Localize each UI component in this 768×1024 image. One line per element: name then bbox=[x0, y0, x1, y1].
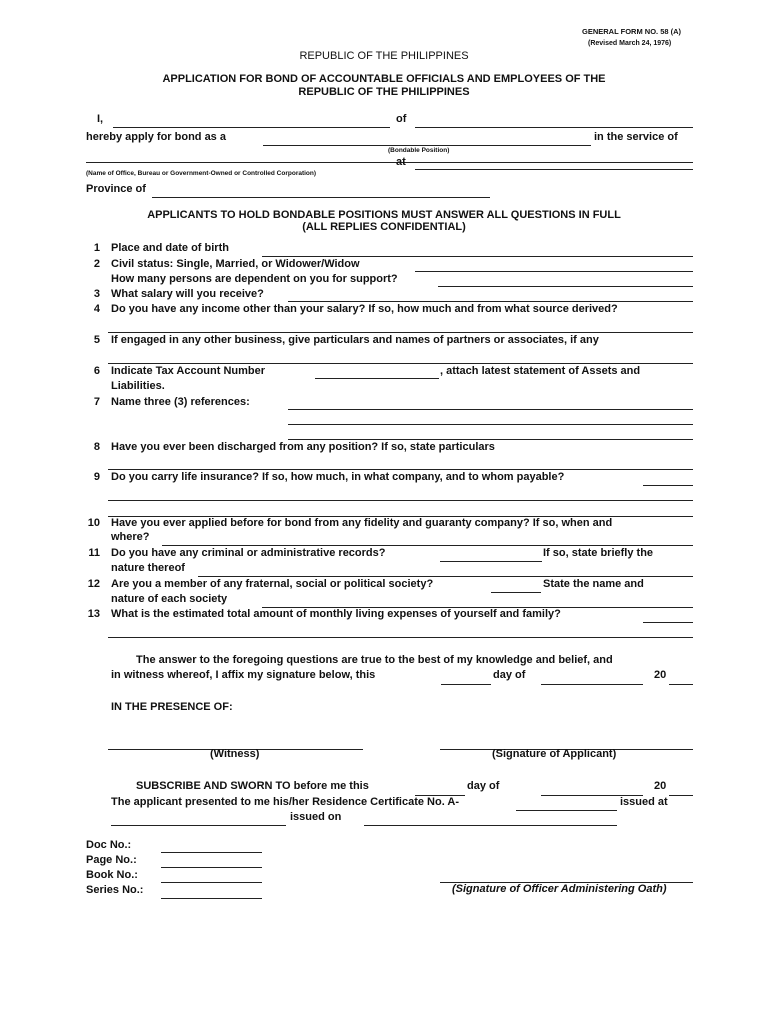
form-number: GENERAL FORM NO. 58 (A) bbox=[582, 27, 682, 36]
answer-line[interactable] bbox=[643, 622, 693, 623]
question-number: 2 bbox=[93, 258, 100, 270]
declaration-line-2: in witness whereof, I affix my signature below, this bbox=[111, 669, 376, 681]
question-text: What is the estimated total amount of monthly living expenses of yourself and family? bbox=[111, 608, 561, 620]
question-number: 5 bbox=[93, 334, 100, 346]
applicant-address-field[interactable] bbox=[415, 127, 693, 128]
book-no-field[interactable] bbox=[161, 882, 262, 883]
question-number: 11 bbox=[88, 547, 100, 559]
answer-line[interactable] bbox=[438, 286, 693, 287]
residence-certificate-number-field[interactable] bbox=[516, 810, 617, 811]
page-no-field[interactable] bbox=[161, 867, 262, 868]
answer-line[interactable] bbox=[108, 637, 693, 638]
question-text-continued: , attach latest statement of Assets and bbox=[440, 365, 641, 377]
witness-caption: (Witness) bbox=[210, 748, 260, 760]
declaration-year-field[interactable] bbox=[669, 684, 693, 685]
question-text: Do you have any criminal or administrative records? bbox=[111, 547, 386, 559]
label-day-of: day of bbox=[493, 669, 526, 681]
oath-year-field[interactable] bbox=[669, 795, 693, 796]
answer-line[interactable] bbox=[108, 469, 693, 470]
question-text: Are you a member of any fraternal, social or political society? bbox=[111, 578, 434, 590]
question-text: Do you carry life insurance? If so, how much, in what company, and to whom payable? bbox=[111, 471, 565, 483]
issued-at-place-field[interactable] bbox=[111, 825, 286, 826]
answer-line[interactable] bbox=[162, 545, 693, 546]
question-subtext: How many persons are dependent on you for support? bbox=[111, 273, 398, 285]
question-text: If engaged in any other business, give particulars and names of partners or associates, if any bbox=[111, 334, 599, 346]
label-issued-at: issued at bbox=[620, 796, 668, 808]
label-in-presence-of: IN THE PRESENCE OF: bbox=[111, 701, 233, 713]
declaration-line-1: The answer to the foregoing questions are true to the best of my knowledge and belief, and bbox=[136, 654, 613, 666]
reference-line-2[interactable] bbox=[288, 424, 693, 425]
question-text: Indicate Tax Account Number bbox=[111, 365, 266, 377]
label-series-no: Series No.: bbox=[86, 884, 144, 896]
doc-no-field[interactable] bbox=[161, 852, 262, 853]
office-name-caption: (Name of Office, Bureau or Government-Owned or Controlled Corporation) bbox=[86, 170, 317, 177]
question-number: 7 bbox=[93, 396, 100, 408]
residence-certificate-text: The applicant presented to me his/her Residence Certificate No. A- bbox=[111, 796, 460, 808]
answer-line[interactable] bbox=[643, 485, 693, 486]
answer-line[interactable] bbox=[288, 301, 693, 302]
answer-line[interactable] bbox=[198, 576, 693, 577]
form-title-line-2: REPUBLIC OF THE PHILIPPINES bbox=[298, 86, 470, 98]
question-number: 9 bbox=[93, 471, 100, 483]
oath-subscribe-text: SUBSCRIBE AND SWORN TO before me this bbox=[136, 780, 369, 792]
applicant-name-field[interactable] bbox=[113, 127, 390, 128]
question-subtext: nature of each society bbox=[111, 593, 228, 605]
label-page-no: Page No.: bbox=[86, 854, 137, 866]
label-at: at bbox=[396, 156, 406, 168]
bondable-position-field[interactable] bbox=[263, 145, 591, 146]
question-text: Do you have any income other than your salary? If so, how much and from what source derived? bbox=[111, 303, 618, 315]
tax-account-number-field[interactable] bbox=[315, 378, 439, 379]
instructions-line-1: APPLICANTS TO HOLD BONDABLE POSITIONS MUST ANSWER ALL QUESTIONS IN FULL bbox=[147, 209, 621, 221]
question-text-continued: State the name and bbox=[543, 578, 644, 590]
question-number: 4 bbox=[93, 303, 100, 315]
instructions-line-2: (ALL REPLIES CONFIDENTIAL) bbox=[302, 221, 466, 233]
declaration-month-field[interactable] bbox=[541, 684, 643, 685]
answer-line[interactable] bbox=[262, 256, 693, 257]
declaration-day-field[interactable] bbox=[441, 684, 491, 685]
form-title-line-1: APPLICATION FOR BOND OF ACCOUNTABLE OFFICIALS AND EMPLOYEES OF THE bbox=[162, 73, 606, 85]
officer-signature-caption: (Signature of Officer Administering Oath) bbox=[452, 883, 667, 895]
question-text: What salary will you receive? bbox=[111, 288, 264, 300]
bondable-position-caption: (Bondable Position) bbox=[388, 147, 450, 154]
label-apply-bond: hereby apply for bond as a bbox=[86, 131, 226, 143]
question-text: Name three (3) references: bbox=[111, 396, 250, 408]
question-number: 10 bbox=[87, 517, 100, 529]
issued-on-date-field[interactable] bbox=[364, 825, 617, 826]
question-number: 12 bbox=[87, 578, 100, 590]
label-year: 20 bbox=[654, 669, 667, 681]
answer-line[interactable] bbox=[108, 332, 693, 333]
label-of: of bbox=[396, 113, 407, 125]
question-subtext: nature thereof bbox=[111, 562, 185, 574]
revised-date: (Revised March 24, 1976) bbox=[588, 40, 672, 47]
label-province: Province of bbox=[86, 183, 146, 195]
label-oath-day-of: day of bbox=[467, 780, 500, 792]
label-oath-year: 20 bbox=[654, 780, 667, 792]
label-book-no: Book No.: bbox=[86, 869, 138, 881]
label-doc-no: Doc No.: bbox=[86, 839, 132, 851]
question-number: 8 bbox=[93, 441, 100, 453]
question-subtext: Liabilities. bbox=[111, 380, 165, 392]
applicant-signature-caption: (Signature of Applicant) bbox=[492, 748, 617, 760]
office-name-field[interactable] bbox=[86, 162, 693, 163]
question-subtext: where? bbox=[111, 531, 150, 543]
series-no-field[interactable] bbox=[161, 898, 262, 899]
answer-line[interactable] bbox=[415, 271, 693, 272]
question-text: Civil status: Single, Married, or Widower/Widow bbox=[111, 258, 360, 270]
question-text: Have you ever been discharged from any position? If so, state particulars bbox=[111, 441, 495, 453]
question-number: 6 bbox=[93, 365, 100, 377]
question-text: Have you ever applied before for bond from any fidelity and guaranty company? If so, when and bbox=[111, 517, 613, 529]
question-number: 13 bbox=[87, 608, 100, 620]
reference-line-1[interactable] bbox=[288, 409, 693, 410]
office-location-field[interactable] bbox=[415, 169, 693, 170]
label-i: I, bbox=[97, 113, 104, 125]
question-number: 3 bbox=[93, 288, 100, 300]
province-field[interactable] bbox=[152, 197, 490, 198]
answer-line[interactable] bbox=[440, 561, 542, 562]
answer-line[interactable] bbox=[108, 500, 693, 501]
answer-line[interactable] bbox=[491, 592, 541, 593]
label-in-service-of: in the service of bbox=[594, 131, 678, 143]
answer-line[interactable] bbox=[108, 363, 693, 364]
question-text: Place and date of birth bbox=[111, 242, 229, 254]
label-issued-on: issued on bbox=[290, 811, 342, 823]
republic-heading: REPUBLIC OF THE PHILIPPINES bbox=[299, 50, 469, 62]
question-number: 1 bbox=[93, 242, 100, 254]
question-text-continued: If so, state briefly the bbox=[543, 547, 654, 559]
reference-line-3[interactable] bbox=[288, 439, 693, 440]
